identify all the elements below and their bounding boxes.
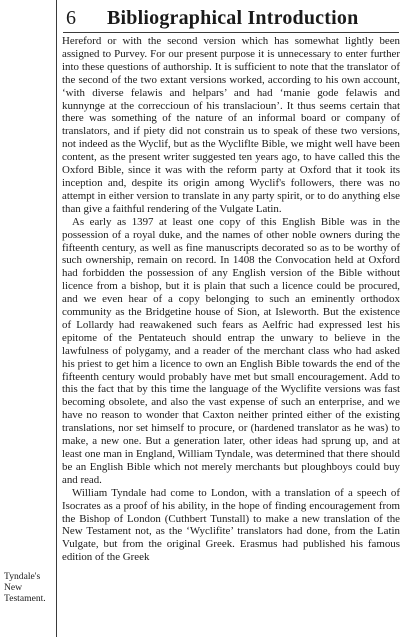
page-number: 6 bbox=[66, 7, 76, 29]
running-title: Bibliographical Introduction bbox=[107, 7, 359, 29]
paragraph-ownership: As early as 1397 at least one copy of this English Bible was in the possession of a royal duke, and the names of other noble owners during the fifteenth century, as well as fine manuscripts decorated so as to be worthy of such ownership, remain on record. In 1408 the Convocation held at Oxford had forbidden the possession of any English version of the Bible without licence from a bishop, but it is plain that such a licence could be procured, and we even hear of a copy belonging to such an eminently orthodox community as the Bridgetine house of Sion, at Isleworth. But the existence of Lollardy had reawakened such fears as Aelfric had expressed lest his epitome of the Pentateuch should entrap the unwary to believe in the lawfulness of polygamy, and a reader of the merchant class who had asked his priest to get him a licence to own an English Bible towards the end of the fifteenth century would probably have met but small encouragement. Add to this the fact that by this time the language of the Wyclifite versions was fast becoming obsolete, and also the vast expense of such an enterprise, and we have no reason to wonder that Caxton neither printed either of the existing translations, nor set himself to procure, or (hardened translator as he was) to make, a new one. But a generation later, other ideas had sprung up, and at least one man in England, William Tyndale, was determined that there should be an English Bible which not merely merchants but ploughboys could buy and read. bbox=[62, 215, 400, 486]
margin-note-line: New bbox=[4, 582, 23, 593]
margin-note bbox=[4, 571, 54, 604]
margin-note-line: Testament. bbox=[4, 593, 46, 604]
body-text bbox=[62, 35, 400, 564]
margin-note-line: Tyndale's bbox=[4, 571, 41, 582]
page-header bbox=[63, 2, 399, 33]
paragraph-authorship: Hereford or with the second version which has somewhat lightly been assigned to Purvey. For our present purpose it is unnecessary to enter further into these questions of authorship. It is sufficient to note that the translator of the second of the two extant versions worked, according to his own account, ‘with diverse felawis and helpars’ and had ‘manie gode felawis and kunnynge at the correccioun of his translacioun’. It thus seems certain that there was something of the nature of an informal board or company of translators, and if piety did not constrain us to speak of these two versions, not indeed as the Wyclif, but as the Wycliflte Bible, we might well have been content, as the present writer suggested ten years ago, to have called this the Oxford Bible, since it was with the reform party at Oxford that it took its inception and, despite its origin among Wyclif's followers, there was no attempt in either version to translate in any party spirit, or to do anything else than give a faithful rendering of the Vulgate Latin. bbox=[62, 35, 400, 215]
margin-rule bbox=[56, 0, 57, 637]
paragraph-tyndale: William Tyndale had come to London, with a translation of a speech of Isocrates as a proof of his ability, in the hope of finding encouragement from the Bishop of London (Cuthbert Tunstall) to make a new translation of the New Testament not, as the ‘Wyclifite’ translators had done, from the Latin Vulgate, but from the original Greek. Erasmus had published his famous edition of the Greek bbox=[62, 486, 400, 564]
